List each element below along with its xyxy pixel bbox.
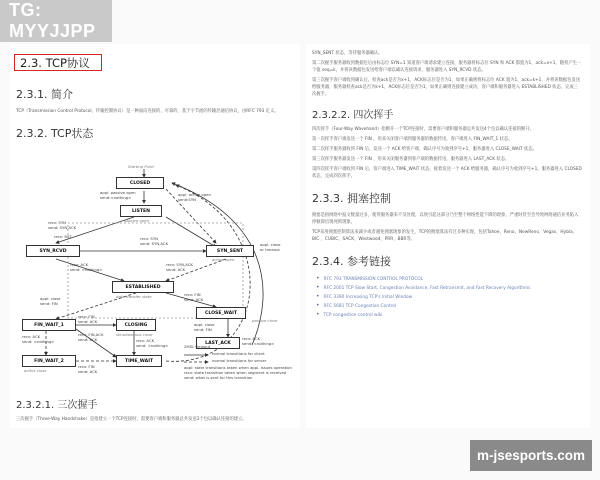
label-recv-rst: recv: RST	[54, 234, 72, 239]
reference-link[interactable]: • TCP congestion control wiki	[316, 311, 590, 320]
document-page-right	[306, 44, 590, 428]
reference-link[interactable]: • RFC 5681 TCP Congestion Control	[316, 302, 590, 311]
active-open-tag: active open	[212, 257, 235, 262]
label-appl-close-fin: appl: close send: FIN	[40, 296, 61, 306]
legend-client: normal transitions for client	[212, 351, 265, 356]
state-last-ack: LAST_ACK	[196, 337, 240, 349]
reference-link[interactable]: • RFC 2001 TCP Slow Start, Congestion Avoidance, Fast Retransmit, and Fast Recovery Algorithms	[316, 284, 590, 293]
intro-heading: 2.3.1. 简介	[16, 88, 73, 101]
active-close-tag: active close	[24, 368, 47, 373]
references-heading: 2.3.4. 参考链接	[312, 255, 391, 268]
label-recv-finack-ack: recv: FIN,ACK send: ACK	[78, 332, 104, 342]
reference-links	[316, 275, 590, 320]
state-closed: CLOSED	[116, 177, 164, 189]
label-2msl-timeout: 2MSL timeout	[184, 344, 211, 349]
legend-recv: recv: state transition taken when segment is received	[184, 370, 287, 375]
state-closing: CLOSING	[116, 319, 156, 331]
syn-sent-line: SYN_SENT 状态，等待服务器确认。	[312, 51, 383, 56]
telegram-watermark: TG: MYYJJPP	[0, 0, 112, 42]
passive-close-tag: passive close	[252, 318, 278, 323]
congestion-paragraph-2: TCP采用拥塞控制算法来减少或者避免拥塞现象的发生，TCP的拥塞算法有过多种实现，包括Tahoe、Reno、NewReno、Vegas、Hybla、BIC 、CUBIC、SACK、Westwood、PRR、BBR等。	[312, 230, 578, 242]
handshake-heading: 2.3.2.1. 三次握手	[16, 400, 98, 411]
wave-intro: 四次挥手（Four-Way Wavehand）指断开一个TCP连接时，需要客户端和服务器总共发送4个包以确认连接的断开。	[312, 127, 534, 132]
legend-server: normal transitions for server	[212, 358, 267, 363]
handshake-step-2: 第二次握手服务器收到数据包后由标志位 SYN=1 知道客户端请求建立连接，服务器将标志位 SYN 和 ACK 都置为1，ack=x+1，随机产生一个值 seq=k，并将该数据包发送给客户端以确认连接请求，服务器进入 SYN_RCVD 状态。	[312, 61, 582, 73]
label-appl-close-fin-2: appl: close send: FIN	[194, 322, 215, 332]
wave-step-3: 第三次挥手服务器发送一个 FIN ，用来关闭服务器到客户端的数据传送，服务器进入 LAST_ACK 状态。	[312, 157, 510, 162]
label-recv-fin-ack-2: recv: FIN send: ACK	[78, 314, 98, 324]
label-recv-fin-ack: recv: FIN send: ACK	[184, 292, 204, 302]
tcp-state-diagram	[16, 164, 296, 380]
label-recv-ack-nothing: recv: ACK send: <nothing>	[70, 262, 103, 272]
document-page-left	[10, 44, 300, 428]
label-recv-ack-nothing-4: recv: ACK send: <nothing>	[242, 336, 275, 346]
wave-step-2: 第二次挥手服务器收到 FIN 后，发送一个 ACK 给客户端，确认序号为收到序号+1，服务器进入 CLOSE_WAIT 状态。	[312, 147, 537, 152]
wave-step-4: 第四次挥手客户端收到 FIN 后，客户端进入 TIME_WAIT 状态，接着发送一个 ACK 给服务器，确认序号为收到序号+1，服务器进入 CLOSED 状态，完成四次挥手。	[312, 167, 582, 179]
state-syn-sent: SYN_SENT	[206, 245, 254, 257]
congestion-heading: 2.3.3. 拥塞控制	[312, 192, 391, 205]
handshake-step-3: 第三次握手客户端收到确认后，检查ack是否为x+1，ACK标志位是否为1，如果正确则将标志位 ACK 置为1，ack=k+1，并将该数据包发送给服务器，服务器检查ack是否为k+1，ACK标志位是否为1，如果正确则连接建立成功，客户端和服务器进入 ESTABLISHED 状态，完成三次握手。	[312, 78, 581, 97]
legend-send: send: what is sent for this transition	[184, 375, 253, 380]
label-recv-ack-nothing-2: recv: ACK send: <nothing>	[22, 334, 55, 344]
starting-point-label: Starting Point	[128, 164, 154, 169]
reference-link[interactable]: • RFC 793 TRANSMISSION CONTROL PROTOCOL	[316, 275, 590, 284]
state-time-wait: TIME_WAIT	[116, 355, 162, 367]
state-fin-wait-1: FIN_WAIT_1	[22, 319, 76, 331]
reference-link[interactable]: • RFC 3390 Increasing TCP's Initial Window	[316, 293, 590, 302]
section-title-highlighted: 2.3. TCP协议	[14, 54, 102, 71]
wave-heading: 2.3.2.2. 四次挥手	[312, 110, 394, 121]
intro-paragraph: TCP（Transmission Control Protocol，传输控制协议）是一种面向连接的、可靠的、基于字节流的传输层通信协议，由RFC 793 定义。	[16, 109, 279, 114]
tcp-state-heading: 2.3.2. TCP状态	[16, 127, 94, 140]
label-recv-syn-send-synack: recv: SYN send: SYN,ACK	[140, 236, 169, 246]
legend-appl: appl: state transitions taken when appl. issues operation	[184, 365, 292, 370]
congestion-paragraph-1: 拥塞是指网络中报文数量过多，使得服务器来不及处理，以致引起这部分乃至整个网络性能下降的现象，严重时甚至会导致网络通信业务陷入停顿即出现死锁现象。	[312, 213, 579, 225]
label-recv-synack-send-ack: recv: SYN,ACK send: ACK	[166, 262, 193, 272]
label-close-timeout: appl: close or timeout	[260, 242, 281, 252]
label-recv-syn: recv: SYN send: SYN,ACK	[48, 220, 77, 230]
label-recv-ack-nothing-3: recv: ACK send: <nothing>	[136, 338, 169, 348]
wave-step-1: 第一次挥手客户端发送一个 FIN ，用来关闭客户端到服务器的数据传送，客户端进入 FIN_WAIT_1 状态。	[312, 137, 513, 142]
site-watermark: m-jsesports.com	[470, 440, 592, 471]
state-fin-wait-2: FIN_WAIT_2	[22, 355, 76, 367]
simultaneous-close-tag: simultaneous close	[116, 332, 153, 337]
state-listen: LISTEN	[120, 205, 162, 217]
label-active-open: appl: active open send:SYN	[178, 192, 211, 202]
state-close-wait: CLOSE_WAIT	[196, 307, 246, 319]
handshake-paragraph: 三次握手（Three-Way Handshake）是指建立一个TCP连接时，需要客户端和服务器总共发送3个包以确认连接的建立。	[16, 417, 247, 422]
label-recv-fin-ack-3: recv: FIN send: ACK	[78, 364, 98, 374]
state-established: ESTABLISHED	[112, 281, 174, 293]
label-passive-open: appl: passive open send:<nothing>	[100, 190, 136, 200]
state-syn-rcvd: SYN_RCVD	[26, 245, 80, 257]
passive-open-tag: passive open	[124, 218, 150, 223]
data-transfer-tag: data transfer state	[116, 294, 152, 299]
